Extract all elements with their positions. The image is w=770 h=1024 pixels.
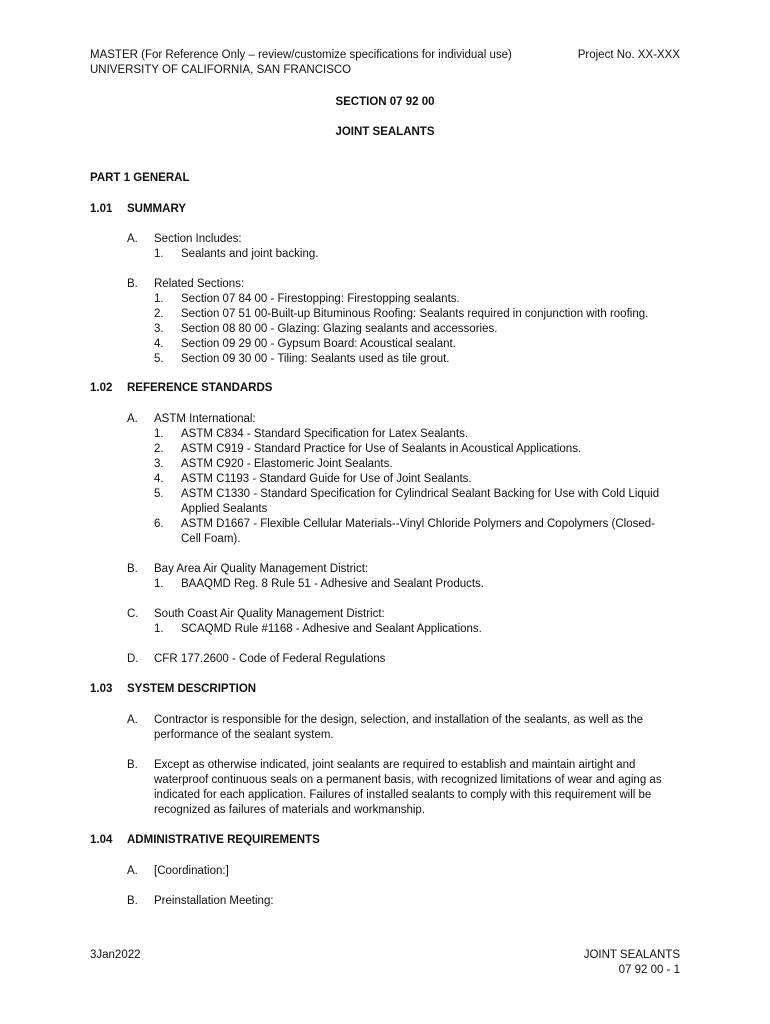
article-number: 1.03: [90, 683, 113, 695]
paragraph-label: D.: [127, 653, 139, 665]
list-number: 1.: [154, 623, 164, 635]
article-number: 1.01: [90, 203, 113, 215]
list-item: ASTM C919 - Standard Practice for Use of Sealants in Acoustical Applications.: [181, 443, 582, 455]
list-number: 4.: [154, 338, 164, 350]
list-number: 1.: [154, 293, 164, 305]
paragraph-text: Preinstallation Meeting:: [154, 895, 274, 907]
paragraph-line: waterproof continuous seals on a permanent basis, with recognized limitations of wear and aging as: [154, 774, 662, 786]
list-item: ASTM C834 - Standard Specification for Latex Sealants.: [181, 428, 469, 440]
list-number: 2.: [154, 308, 164, 320]
paragraph-text: South Coast Air Quality Management District:: [154, 608, 385, 620]
paragraph-text: [Coordination:]: [154, 865, 229, 877]
list-item: Sealants and joint backing.: [181, 248, 319, 260]
article-number: 1.02: [90, 382, 113, 394]
article-title: ADMINISTRATIVE REQUIREMENTS: [127, 834, 320, 846]
header-master-note: MASTER (For Reference Only – review/customize specifications for individual use): [90, 49, 512, 61]
list-number: 3.: [154, 458, 164, 470]
paragraph-label: C.: [127, 608, 139, 620]
list-number: 1.: [154, 578, 164, 590]
footer-date: 3Jan2022: [90, 949, 141, 961]
article-title: SUMMARY: [127, 203, 186, 215]
list-number: 2.: [154, 443, 164, 455]
list-number: 5.: [154, 488, 164, 500]
list-number: 3.: [154, 323, 164, 335]
footer-page-number: 07 92 00 - 1: [618, 964, 680, 976]
section-number: SECTION 07 92 00: [335, 96, 435, 108]
document-footer: [584, 948, 680, 978]
list-number: 1.: [154, 428, 164, 440]
list-item: Section 09 30 00 - Tiling: Sealants used as tile grout.: [181, 353, 450, 365]
article-title: REFERENCE STANDARDS: [127, 382, 273, 394]
paragraph-label: A.: [127, 714, 138, 726]
paragraph-line: Contractor is responsible for the design, selection, and installation of the sealants, as well as the: [154, 714, 644, 726]
part-heading: PART 1 GENERAL: [90, 172, 190, 184]
paragraph-label: B.: [127, 563, 138, 575]
list-item: BAAQMD Reg. 8 Rule 51 - Adhesive and Sealant Products.: [181, 578, 484, 590]
list-item-continuation: Cell Foam).: [181, 533, 241, 545]
list-number: 6.: [154, 518, 164, 530]
paragraph-label: A.: [127, 233, 138, 245]
header-university: UNIVERSITY OF CALIFORNIA, SAN FRANCISCO: [90, 64, 352, 76]
project-number: Project No. XX-XXX: [577, 49, 680, 61]
list-item: Section 09 29 00 - Gypsum Board: Acoustical sealant.: [181, 338, 456, 350]
list-item: ASTM C1193 - Standard Guide for Use of Joint Sealants.: [181, 473, 472, 485]
list-item: Section 08 80 00 - Glazing: Glazing sealants and accessories.: [181, 323, 498, 335]
article-title: SYSTEM DESCRIPTION: [127, 683, 257, 695]
list-number: 4.: [154, 473, 164, 485]
paragraph-label: A.: [127, 413, 138, 425]
paragraph-line: indicated for each application. Failures of installed sealants to comply with this requirement will be: [154, 789, 652, 801]
list-item-continuation: Applied Sealants: [181, 503, 268, 515]
paragraph-line: Except as otherwise indicated, joint sealants are required to establish and maintain airtight and: [154, 759, 636, 771]
list-item: ASTM C920 - Elastomeric Joint Sealants.: [181, 458, 393, 470]
footer-title: JOINT SEALANTS: [583, 949, 680, 961]
paragraph-text: Bay Area Air Quality Management District:: [154, 563, 369, 575]
document-header: [90, 48, 512, 78]
paragraph-text: Related Sections:: [154, 278, 245, 290]
paragraph-text: Section Includes:: [154, 233, 242, 245]
list-item: Section 07 51 00-Built-up Bituminous Roofing: Sealants required in conjunction with roofing.: [181, 308, 649, 320]
section-title: JOINT SEALANTS: [335, 126, 435, 138]
paragraph-label: B.: [127, 278, 138, 290]
paragraph-label: A.: [127, 865, 138, 877]
list-item: Section 07 84 00 - Firestopping: Firestopping sealants.: [181, 293, 460, 305]
list-number: 5.: [154, 353, 164, 365]
paragraph-label: B.: [127, 895, 138, 907]
list-item: ASTM C1330 - Standard Specification for Cylindrical Sealant Backing for Use with Cold Liquid: [181, 488, 660, 500]
list-number: 1.: [154, 248, 164, 260]
list-item: ASTM D1667 - Flexible Cellular Materials--Vinyl Chloride Polymers and Copolymers (Closed-: [181, 518, 656, 530]
paragraph-label: B.: [127, 759, 138, 771]
paragraph-line: performance of the sealant system.: [154, 729, 334, 741]
paragraph-line: recognized as failures of materials and workmanship.: [154, 804, 426, 816]
paragraph-text: ASTM International:: [154, 413, 256, 425]
list-item: SCAQMD Rule #1168 - Adhesive and Sealant Applications.: [181, 623, 482, 635]
article-number: 1.04: [90, 834, 113, 846]
paragraph-text: CFR 177.2600 - Code of Federal Regulations: [154, 653, 386, 665]
